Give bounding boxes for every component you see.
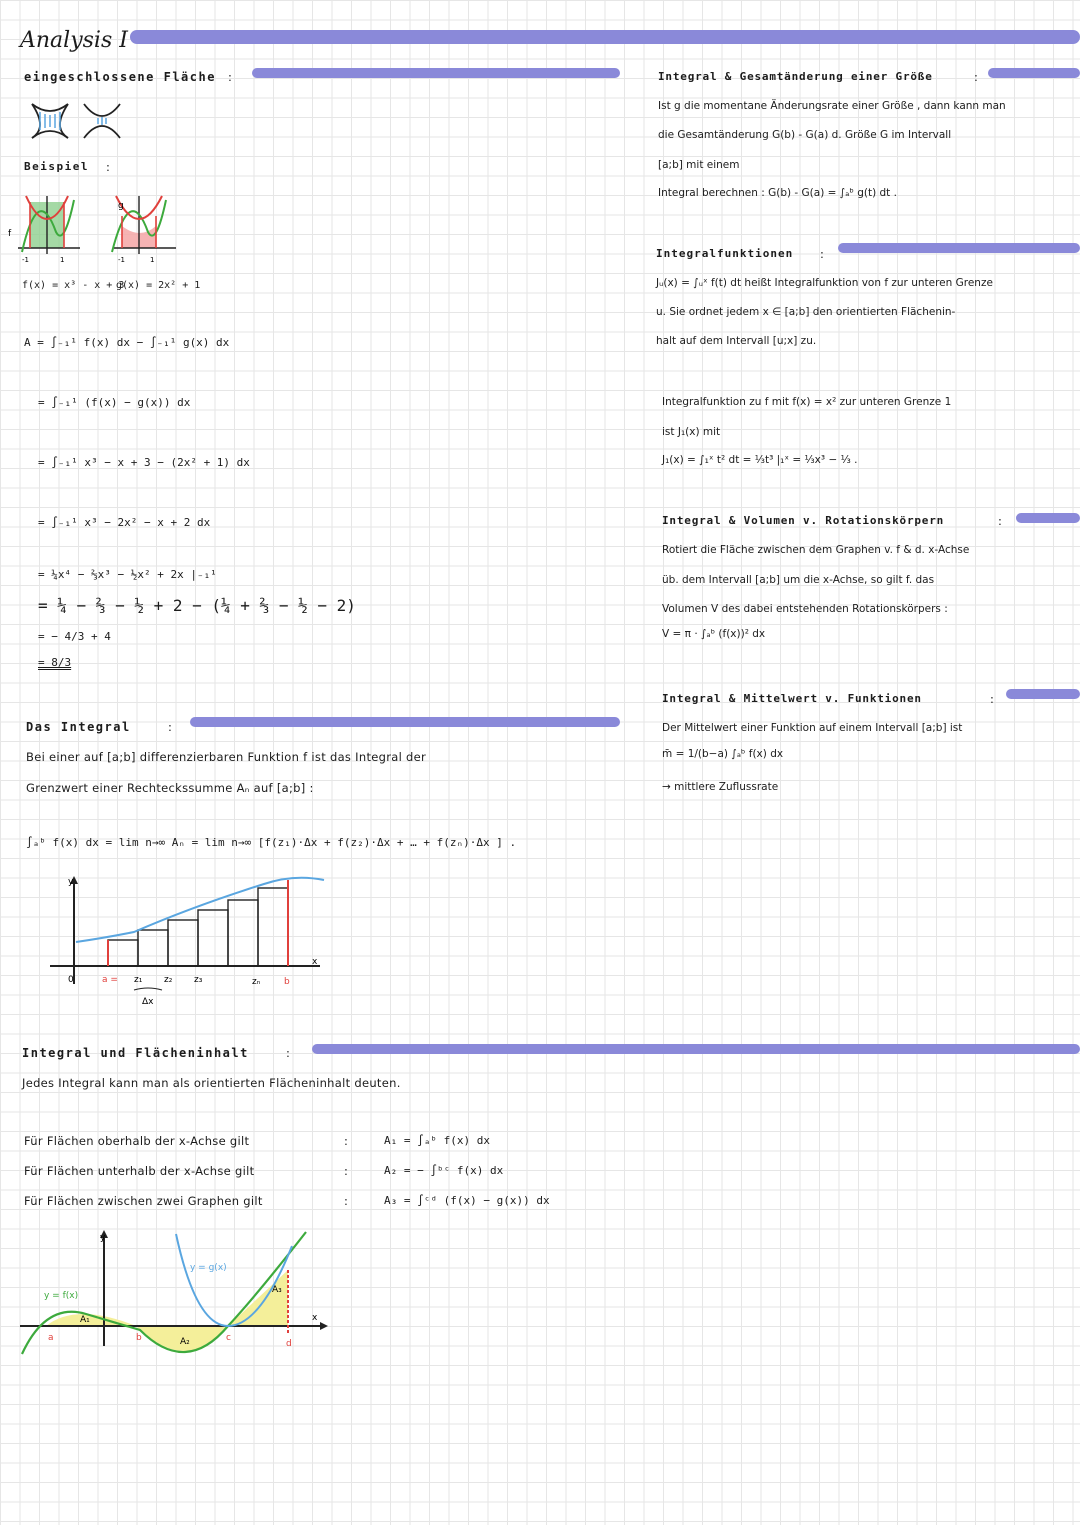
area-step-3: = ∫₋₁¹ x³ − x + 3 − (2x² + 1) dx <box>38 456 250 469</box>
riemann-zn-label: zₙ <box>252 977 261 987</box>
area-row-between-label: Für Flächen zwischen zwei Graphen gilt <box>24 1194 263 1208</box>
riemann-z2-label: z₂ <box>164 975 173 985</box>
area-row-between-colon: : <box>344 1194 349 1208</box>
integral-heading-bar <box>190 717 620 727</box>
area-row-between-formula: A₃ = ∫ᶜᵈ (f(x) − g(x)) dx <box>384 1194 550 1207</box>
riemann-x-axis-label: x <box>312 957 318 967</box>
mean-line1: Der Mittelwert einer Funktion auf einem Intervall [a;b] ist <box>662 722 963 734</box>
integral-heading: Das Integral <box>26 720 131 734</box>
change-line3: [a;b] mit einem <box>658 159 740 171</box>
integral-function-example-1: Integralfunktion zu f mit f(x) = x² zur unteren Grenze 1 <box>662 396 952 408</box>
integral-definition-line1: Bei einer auf [a;b] differenzierbaren Funktion f ist das Integral der <box>26 750 427 764</box>
change-heading: Integral & Gesamtänderung einer Größe <box>658 70 933 83</box>
volume-line1: Rotiert die Fläche zwischen dem Graphen v. f & d. x-Achse <box>662 544 970 556</box>
plot1-tick-neg: -1 <box>22 256 29 264</box>
oriented-c-label: c <box>226 1333 231 1343</box>
area-step-6: = ¼ − ⅔ − ½ + 2 − (¼ + ⅔ − ½ − 2) <box>38 596 356 615</box>
plot1-tick-pos: 1 <box>60 256 65 264</box>
integral-function-example-2: ist J₁(x) mit <box>662 426 721 438</box>
area-heading-bar <box>252 68 620 78</box>
function-g: g(x) = 2x² + 1 <box>116 280 201 291</box>
riemann-z3-label: z₃ <box>194 975 203 985</box>
oriented-g-label: y = g(x) <box>190 1263 227 1273</box>
plot2-g-label: g <box>118 201 124 211</box>
area-heading: eingeschlossene Fläche <box>24 70 216 84</box>
riemann-b-label: b <box>284 977 290 987</box>
area-step-1: A = ∫₋₁¹ f(x) dx − ∫₋₁¹ g(x) dx <box>24 336 230 349</box>
change-line2: die Gesamtänderung G(b) - G(a) d. Größe G im Intervall <box>658 129 952 141</box>
area-step-4: = ∫₋₁¹ x³ − 2x² − x + 2 dx <box>38 516 211 529</box>
volume-line2: üb. dem Intervall [a;b] um die x-Achse, so gilt f. das <box>662 574 935 586</box>
area-content-bar <box>312 1044 1080 1054</box>
example-plot-f <box>8 192 88 264</box>
area-step-2: = ∫₋₁¹ (f(x) − g(x)) dx <box>38 396 191 409</box>
area-step-7: = − 4/3 + 4 <box>38 630 111 643</box>
oriented-area-graph <box>16 1226 336 1362</box>
oriented-A3-label: A₃ <box>272 1285 282 1295</box>
integral-definition-line2: Grenzwert einer Rechteckssumme Aₙ auf [a;b] : <box>26 781 314 795</box>
example-label: Beispiel <box>24 160 89 173</box>
integral-heading-colon: : <box>168 720 173 734</box>
area-content-heading: Integral und Flächeninhalt <box>22 1046 249 1060</box>
mean-line2: m̄ = 1/(b−a) ∫ₐᵇ f(x) dx <box>662 748 784 760</box>
mean-line3: → mittlere Zuflussrate <box>662 781 779 793</box>
enclosed-area-icon-2 <box>84 104 120 138</box>
mean-heading-colon: : <box>990 692 995 706</box>
volume-heading-bar <box>1016 513 1080 523</box>
area-heading-colon: : <box>228 70 233 84</box>
plot2-tick-pos: 1 <box>150 256 155 264</box>
oriented-A1-label: A₁ <box>80 1315 90 1325</box>
riemann-a-label: a = <box>102 975 118 985</box>
integral-function-line3: halt auf dem Intervall [u;x] zu. <box>656 335 817 347</box>
example-plot-g <box>110 192 182 264</box>
area-row-below-label: Für Flächen unterhalb der x-Achse gilt <box>24 1164 255 1178</box>
example-colon: : <box>106 160 111 174</box>
title-bar <box>130 30 1080 44</box>
integral-function-colon: : <box>820 247 825 261</box>
area-row-above-formula: A₁ = ∫ₐᵇ f(x) dx <box>384 1134 490 1147</box>
riemann-dx-label: Δx <box>142 997 154 1007</box>
plot2-tick-neg: -1 <box>118 256 125 264</box>
oriented-A2-label: A₂ <box>180 1337 190 1347</box>
oriented-x-axis-label: x <box>312 1313 318 1323</box>
integral-function-heading: Integralfunktionen <box>656 247 794 260</box>
area-row-below-formula: A₂ = − ∫ᵇᶜ f(x) dx <box>384 1164 504 1177</box>
integral-function-bar <box>838 243 1080 253</box>
function-f: f(x) = x³ - x + 3 <box>22 280 125 291</box>
integral-function-example-3: J₁(x) = ∫₁ˣ t² dt = ⅓t³ |₁ˣ = ⅓x³ − ⅓ . <box>662 454 858 466</box>
riemann-z1-label: z₁ <box>134 975 143 985</box>
enclosed-area-icons <box>28 98 128 142</box>
integral-function-line1: Jᵤ(x) = ∫ᵤˣ f(t) dt heißt Integralfunktion von f zur unteren Grenze <box>656 277 993 289</box>
area-content-colon: : <box>286 1046 291 1060</box>
area-row-above-colon: : <box>344 1134 349 1148</box>
oriented-y-axis-label: y <box>100 1233 106 1243</box>
mean-heading-bar <box>1006 689 1080 699</box>
riemann-y-axis-label: y <box>68 877 74 887</box>
plot1-f-label: f <box>8 229 12 239</box>
change-heading-colon: : <box>974 70 979 84</box>
change-line1: Ist g die momentane Änderungsrate einer Größe , dann kann man <box>658 100 1006 112</box>
volume-line3: Volumen V des dabei entstehenden Rotationskörpers : <box>662 603 948 615</box>
area-step-5: = ¼x⁴ − ⅔x³ − ½x² + 2x |₋₁¹ <box>38 568 217 581</box>
integral-function-line2: u. Sie ordnet jedem x ∈ [a;b] den orientierten Flächenin- <box>656 306 956 318</box>
enclosed-area-icon-1 <box>32 104 68 138</box>
area-row-above-label: Für Flächen oberhalb der x-Achse gilt <box>24 1134 250 1148</box>
area-step-result: = 8/3 <box>38 656 72 669</box>
mean-heading: Integral & Mittelwert v. Funktionen <box>662 692 922 705</box>
riemann-origin-label: 0 <box>68 975 74 985</box>
area-row-below-colon: : <box>344 1164 349 1178</box>
volume-heading-colon: : <box>998 514 1003 528</box>
change-line4: Integral berechnen : G(b) - G(a) = ∫ₐᵇ g(t) dt . <box>658 187 897 199</box>
oriented-f-label: y = f(x) <box>44 1291 79 1301</box>
oriented-d-label: d <box>286 1339 292 1349</box>
area-content-line1: Jedes Integral kann man als orientierten Flächeninhalt deuten. <box>22 1076 401 1090</box>
riemann-sum-graph <box>44 866 344 1016</box>
volume-line4: V = π · ∫ₐᵇ (f(x))² dx <box>662 628 766 640</box>
riemann-sum-formula: ∫ₐᵇ f(x) dx = lim n→∞ Aₙ = lim n→∞ [f(z₁)·Δx + f(z₂)·Δx + … + f(zₙ)·Δx ] . <box>26 836 517 849</box>
change-heading-bar <box>988 68 1080 78</box>
page-title: Analysis I <box>20 28 128 53</box>
oriented-b-label: b <box>136 1333 142 1343</box>
oriented-a-label: a <box>48 1333 54 1343</box>
volume-heading: Integral & Volumen v. Rotationskörpern <box>662 514 945 527</box>
